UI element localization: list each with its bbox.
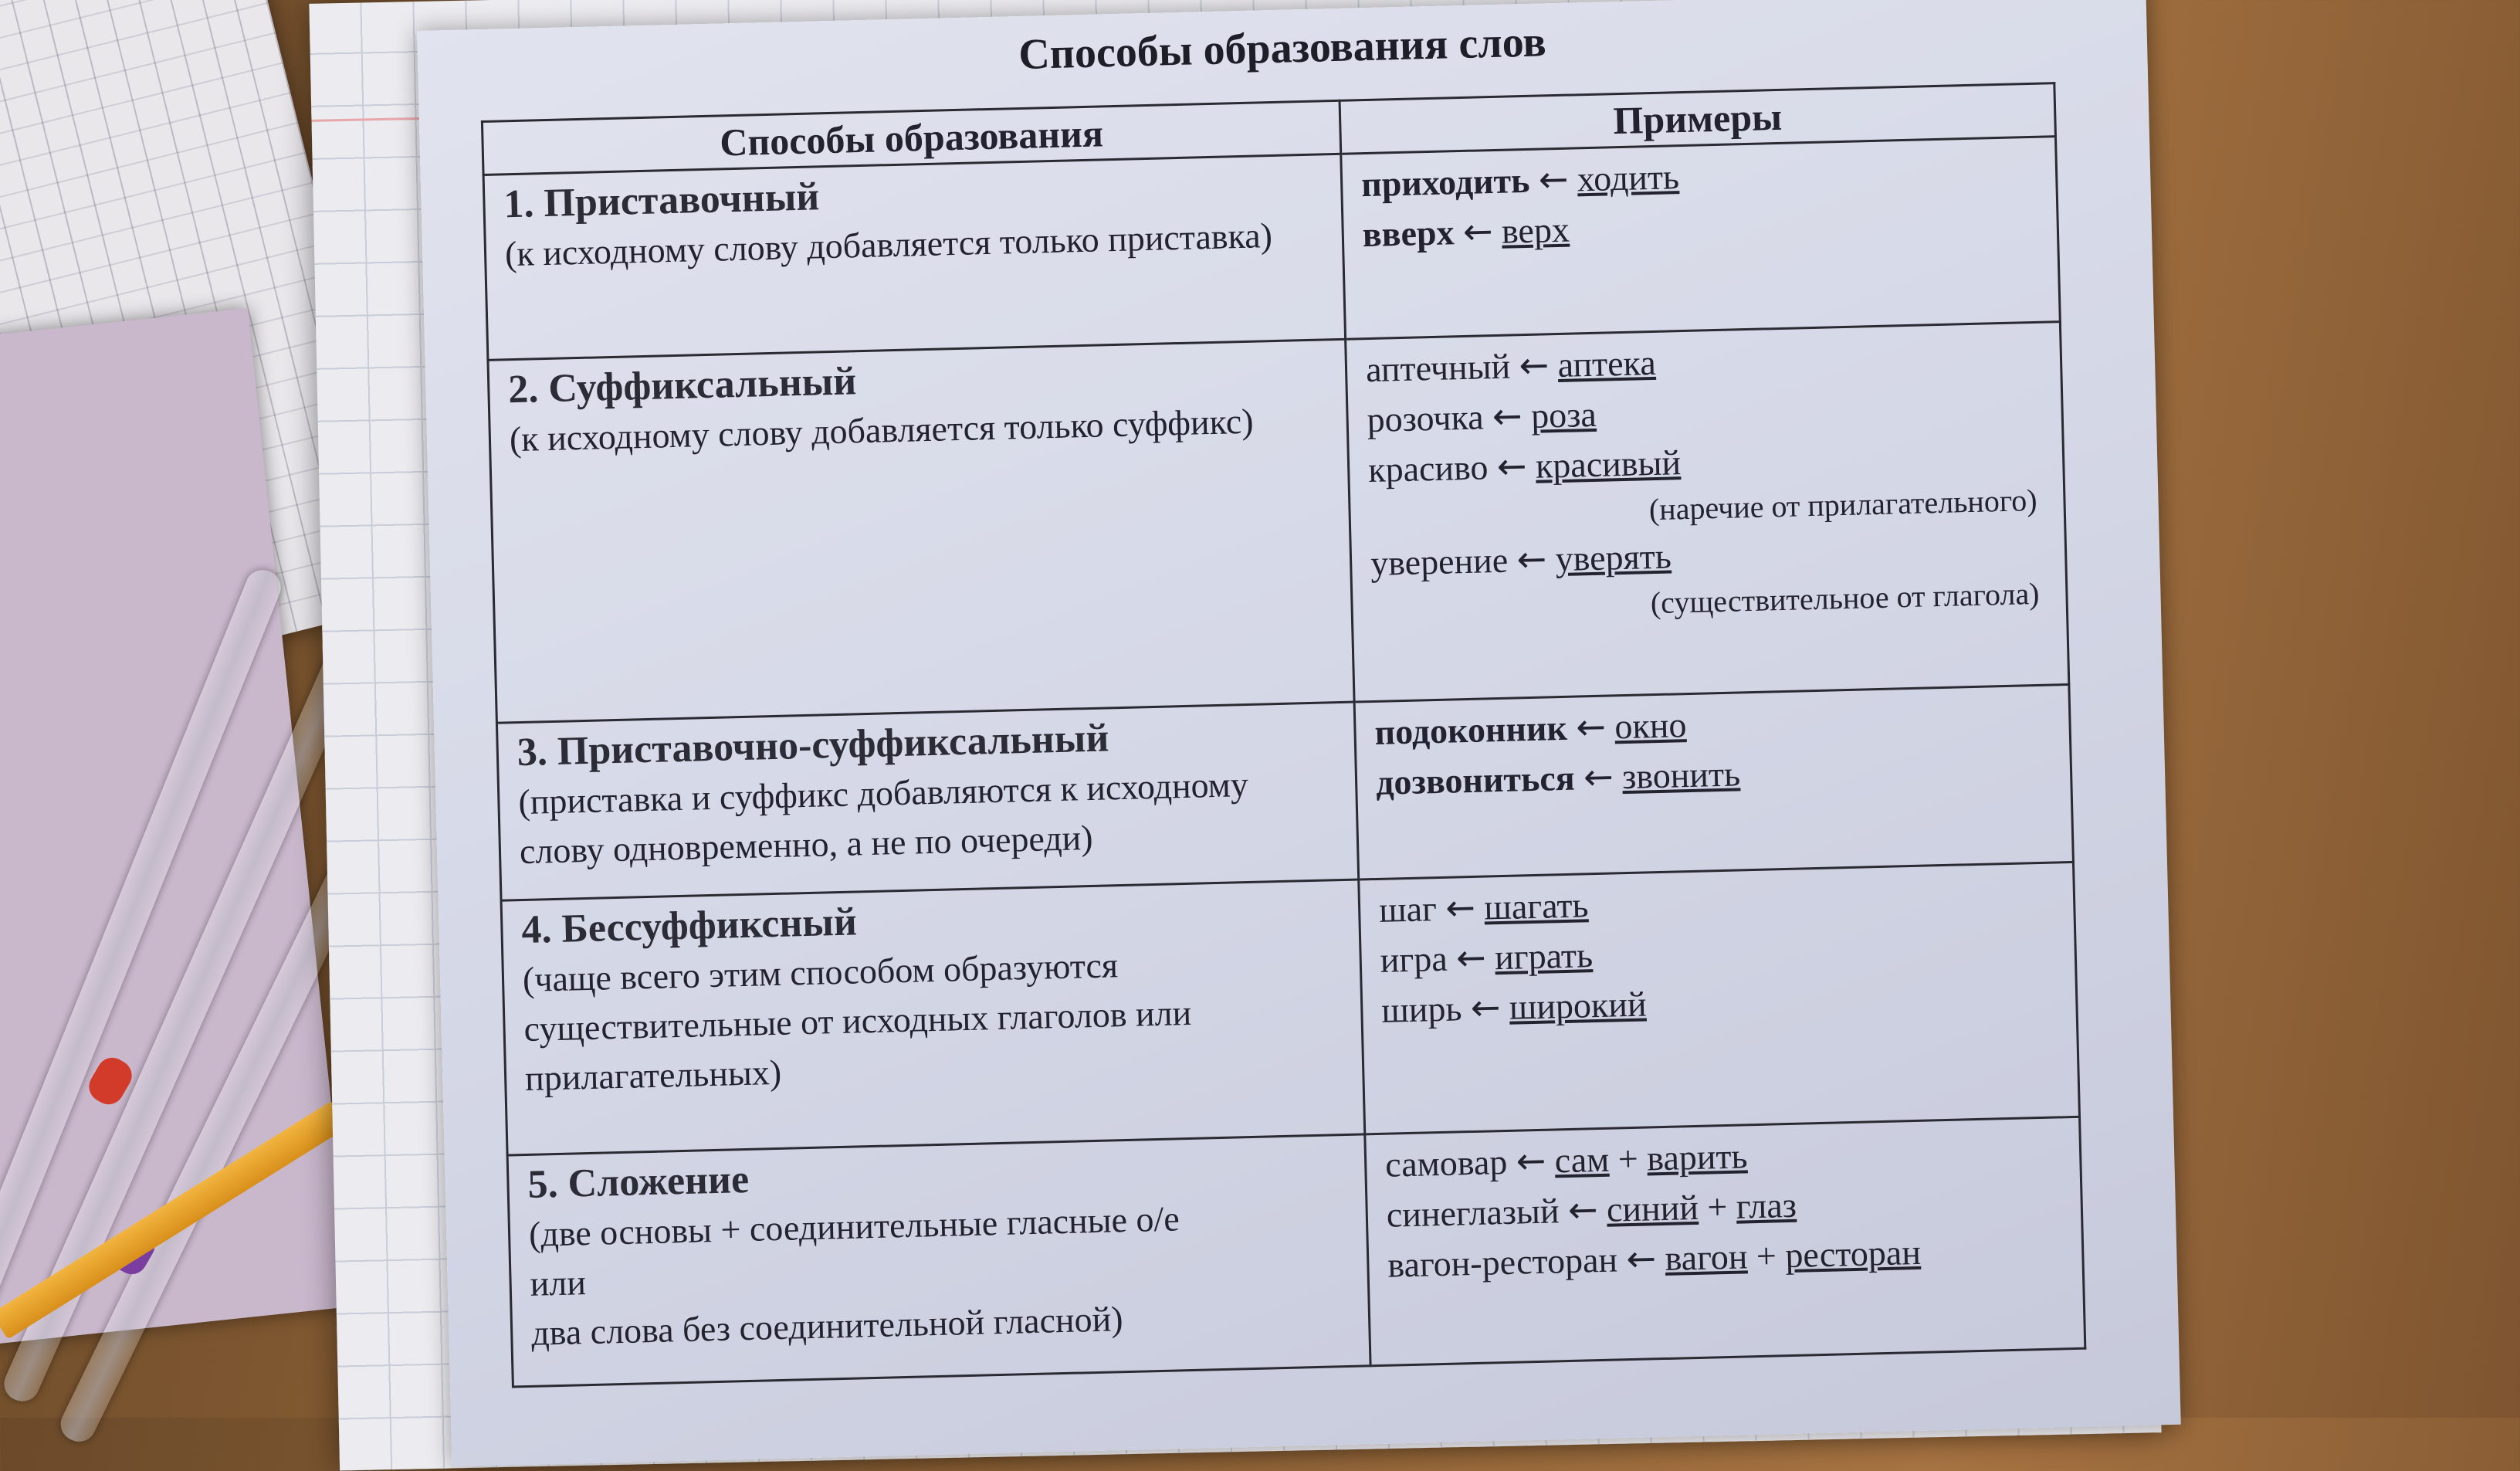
header-examples: Примеры <box>1340 83 2055 154</box>
table-row <box>488 322 2069 724</box>
method-cell <box>483 154 1346 360</box>
method-description: (к исходному слову добавляется только приставка) <box>504 215 1273 274</box>
example-line: розочка ← роза <box>1367 394 1597 440</box>
example-line: ширь ← широкий <box>1380 984 1648 1030</box>
example-line: вверх ← верх <box>1362 209 1570 255</box>
examples-cell <box>1341 137 2061 340</box>
method-description: или <box>530 1263 587 1303</box>
word-formation-table <box>481 82 2087 1388</box>
table-row <box>501 862 2079 1155</box>
method-cell <box>488 339 1354 723</box>
table-row <box>507 1117 2085 1387</box>
example-line: красиво ← красивый <box>1367 442 1682 490</box>
header-methods: Способы образования <box>482 100 1340 175</box>
example-note: (наречие от прилагательного) <box>1648 482 2038 527</box>
examples-cell <box>1354 684 2073 880</box>
method-description: (к исходному слову добавляется только суффикс) <box>509 401 1255 459</box>
method-cell <box>507 1134 1370 1387</box>
example-line: подоконник ← окно <box>1373 705 1687 752</box>
method-title: 4. Бессуффиксный <box>520 900 858 953</box>
table-row <box>483 137 2060 361</box>
examples-cell <box>1346 322 2069 702</box>
example-line: синеглазый ← синий + глаз <box>1386 1185 1797 1235</box>
example-line: приходить ← ходить <box>1360 157 1680 205</box>
example-line: шаг ← шагать <box>1378 885 1590 930</box>
example-line: вагон-ресторан ← вагон + ресторан <box>1387 1232 1922 1285</box>
method-title: 3. Приставочно-суффиксальный <box>517 716 1109 775</box>
example-line: дозвониться ← звонить <box>1375 754 1741 802</box>
method-title: 2. Суффиксальный <box>507 359 857 412</box>
example-line: игра ← играть <box>1380 935 1594 980</box>
example-line: аптечный ← аптека <box>1365 342 1657 390</box>
examples-cell <box>1359 862 2080 1134</box>
examples-cell <box>1365 1117 2085 1366</box>
printed-card <box>417 0 2181 1466</box>
example-line: уверение ← уверять <box>1370 536 1672 584</box>
method-title: 5. Сложение <box>527 1157 750 1207</box>
method-description: два слова без соединительной гласной) <box>530 1299 1124 1353</box>
method-cell <box>496 702 1358 900</box>
method-cell <box>501 880 1365 1155</box>
example-line: самовар ← сам + варить <box>1384 1136 1749 1185</box>
page-title: Способы образования слов <box>1018 18 1547 79</box>
example-note: (существительное от глагола) <box>1650 575 2040 621</box>
method-title: 1. Приставочный <box>503 175 820 227</box>
method-description: (две основы + соединительные гласные о/е <box>528 1198 1180 1254</box>
method-description: (приставка и суффикс добавляются к исходному слову одновременно, а не по очереди) <box>517 764 1249 872</box>
method-description: (чаще всего этим способом образуются существительные от исходных глаголов или прилагательных) <box>522 945 1192 1098</box>
